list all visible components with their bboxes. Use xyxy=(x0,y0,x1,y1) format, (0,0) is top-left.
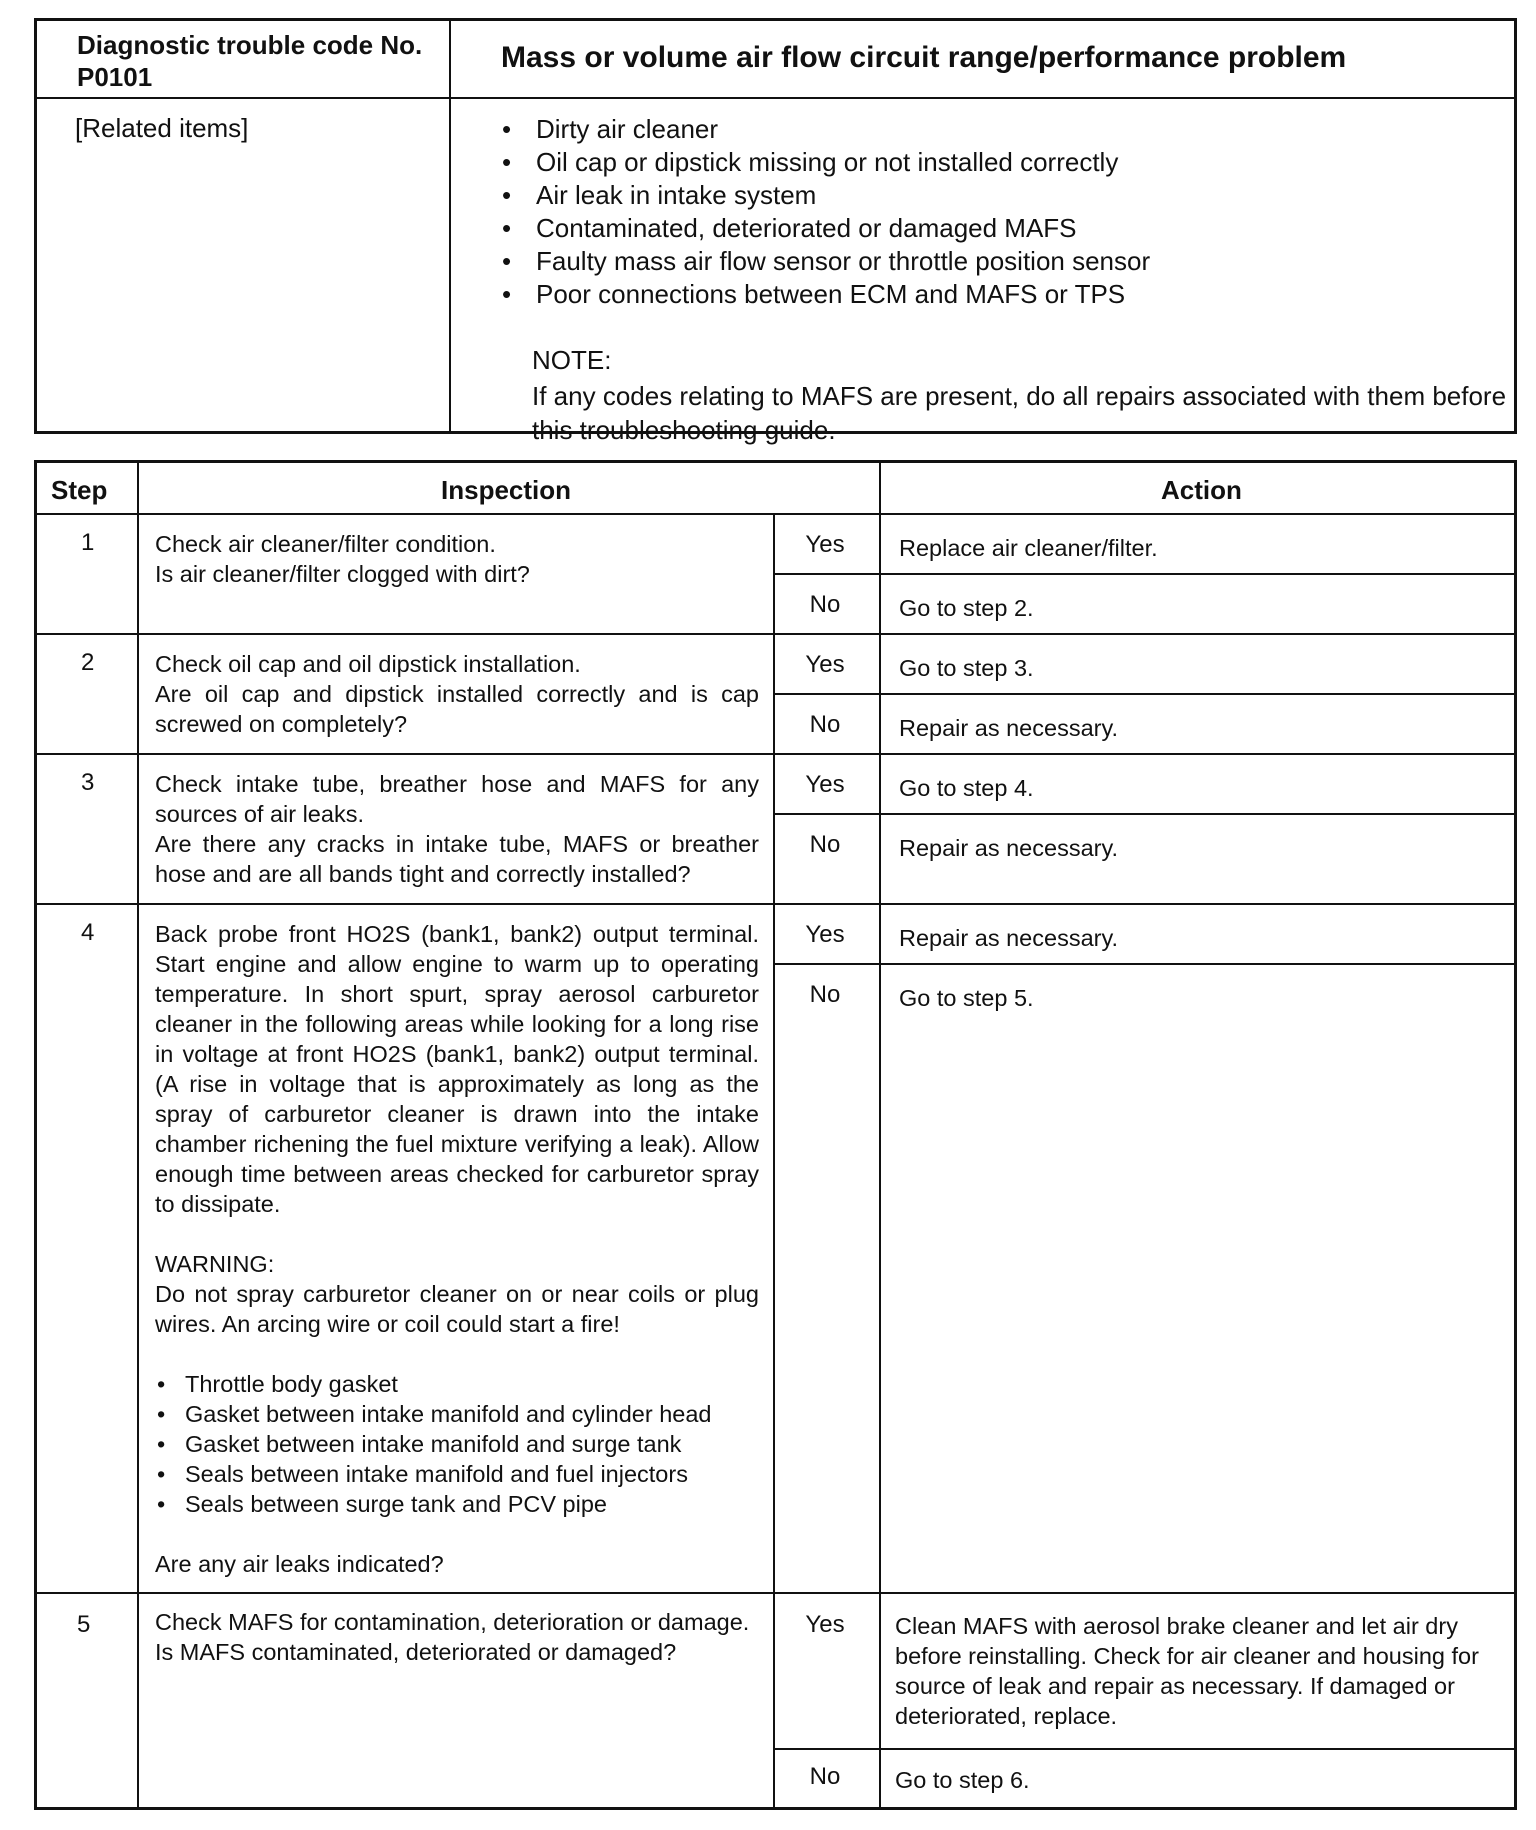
yes-label: Yes xyxy=(805,771,845,798)
area-item: • Gasket between intake manifold and cylinder head xyxy=(155,1399,759,1429)
no-action: Repair as necessary. xyxy=(899,715,1118,741)
inspection-line: Are oil cap and dipstick installed correctly and is cap screwed on completely? xyxy=(155,681,759,737)
step-inspection xyxy=(155,1607,759,1667)
step-inspection xyxy=(155,919,759,1579)
no-label: No xyxy=(809,711,841,738)
related-item: • Air leak in intake system xyxy=(500,179,1150,212)
related-item: • Dirty air cleaner xyxy=(500,113,1150,146)
leak-check-areas xyxy=(155,1369,759,1519)
inspection-line: Check MAFS for contamination, deterioration or damage. xyxy=(155,1609,750,1635)
step-number: 4 xyxy=(81,919,95,946)
step-number: 2 xyxy=(81,649,95,676)
yes-label: Yes xyxy=(805,531,845,558)
header-inspection: Inspection xyxy=(441,475,572,505)
yes-no-divider xyxy=(773,693,1514,695)
step-number: 1 xyxy=(81,529,95,556)
related-item: • Contaminated, deteriorated or damaged MAFS xyxy=(500,212,1150,245)
no-action: Go to step 6. xyxy=(895,1767,1030,1793)
inspection-line: Is air cleaner/filter clogged with dirt? xyxy=(155,561,530,587)
warning-text: Do not spray carburetor cleaner on or near coils or plug wires. An arcing wire or coil could start a fire! xyxy=(155,1281,759,1337)
step-inspection xyxy=(155,529,759,589)
yes-no-divider xyxy=(773,813,1514,815)
no-label: No xyxy=(809,981,841,1008)
inspection-line: Check intake tube, breather hose and MAFS for any sources of air leaks. xyxy=(155,771,759,827)
yes-label: Yes xyxy=(805,1611,845,1638)
step-inspection xyxy=(155,769,759,889)
yes-action: Replace air cleaner/filter. xyxy=(899,535,1158,561)
yes-action: Go to step 4. xyxy=(899,775,1034,801)
header-step: Step xyxy=(51,475,108,505)
yes-no-column-divider xyxy=(773,513,775,1807)
related-items-list xyxy=(500,113,1150,311)
area-item: • Seals between intake manifold and fuel injectors xyxy=(155,1459,759,1489)
yes-no-divider xyxy=(773,573,1514,575)
row-divider xyxy=(37,903,1514,905)
header-row-divider xyxy=(37,97,1514,99)
yes-label: Yes xyxy=(805,921,845,948)
dtc-header-table xyxy=(34,18,1517,445)
warning-title: WARNING: xyxy=(155,1251,275,1277)
yes-no-divider xyxy=(773,1748,1514,1750)
action-column-divider xyxy=(879,463,881,1807)
yes-no-divider xyxy=(773,963,1514,965)
inspection-line: Is MAFS contaminated, deteriorated or damaged? xyxy=(155,1639,677,1665)
yes-action: Go to step 3. xyxy=(899,655,1034,681)
note-title: NOTE: xyxy=(532,345,612,375)
related-item: • Faulty mass air flow sensor or throttle position sensor xyxy=(500,245,1150,278)
related-item: • Oil cap or dipstick missing or not installed correctly xyxy=(500,146,1150,179)
dtc-code-label: Diagnostic trouble code No. P0101 xyxy=(77,30,423,92)
related-item: • Poor connections between ECM and MAFS or TPS xyxy=(500,278,1150,311)
step-inspection xyxy=(155,649,759,739)
inspection-line: Are there any cracks in intake tube, MAFS or breather hose and are all bands tight and correctly installed? xyxy=(155,831,759,887)
related-items-label: [Related items] xyxy=(75,113,249,143)
no-action: Go to step 2. xyxy=(899,595,1034,621)
dtc-title: Mass or volume air flow circuit range/performance problem xyxy=(501,41,1347,74)
no-label: No xyxy=(809,1763,841,1790)
no-label: No xyxy=(809,831,841,858)
header-column-divider xyxy=(449,21,451,431)
inspection-line: Check oil cap and oil dipstick installation. xyxy=(155,651,581,677)
table-header-divider xyxy=(37,513,1514,515)
row-divider xyxy=(37,633,1514,635)
yes-label: Yes xyxy=(805,651,845,678)
troubleshooting-steps-table xyxy=(34,460,1517,1810)
no-action: Go to step 5. xyxy=(899,985,1034,1011)
area-item: • Gasket between intake manifold and surge tank xyxy=(155,1429,759,1459)
inspection-text: Back probe front HO2S (bank1, bank2) output terminal. Start engine and allow engine to warm up to operating temperature. In short spurt, spray aerosol carburetor cleaner in the following areas while looking for a long rise in voltage at front HO2S (bank1, bank2) output terminal. (A rise in voltage that is approximately as long as the spray of carburetor cleaner is drawn into the intake chamber richening the fuel mixture verifying a leak). Allow enough time between areas checked for carburetor spray to dissipate. xyxy=(155,921,759,1217)
inspection-question: Are any air leaks indicated? xyxy=(155,1551,444,1577)
step-column-divider xyxy=(137,463,139,1807)
header-action: Action xyxy=(1161,475,1242,505)
row-divider xyxy=(37,1592,1514,1594)
row-divider xyxy=(37,753,1514,755)
note-text: If any codes relating to MAFS are present, do all repairs associated with them before this troubleshooting guide. xyxy=(532,381,1507,445)
step-number: 5 xyxy=(77,1611,91,1638)
yes-action: Clean MAFS with aerosol brake cleaner and let air dry before reinstalling. Check for air cleaner and housing for source of leak and repair as necessary. If damaged or deteriorated, replace. xyxy=(895,1613,1479,1729)
inspection-line: Check air cleaner/filter condition. xyxy=(155,531,496,557)
no-label: No xyxy=(809,591,841,618)
step-number: 3 xyxy=(81,769,95,796)
area-item: • Throttle body gasket xyxy=(155,1369,759,1399)
area-item: • Seals between surge tank and PCV pipe xyxy=(155,1489,759,1519)
no-action: Repair as necessary. xyxy=(899,835,1118,861)
yes-action: Repair as necessary. xyxy=(899,925,1118,951)
